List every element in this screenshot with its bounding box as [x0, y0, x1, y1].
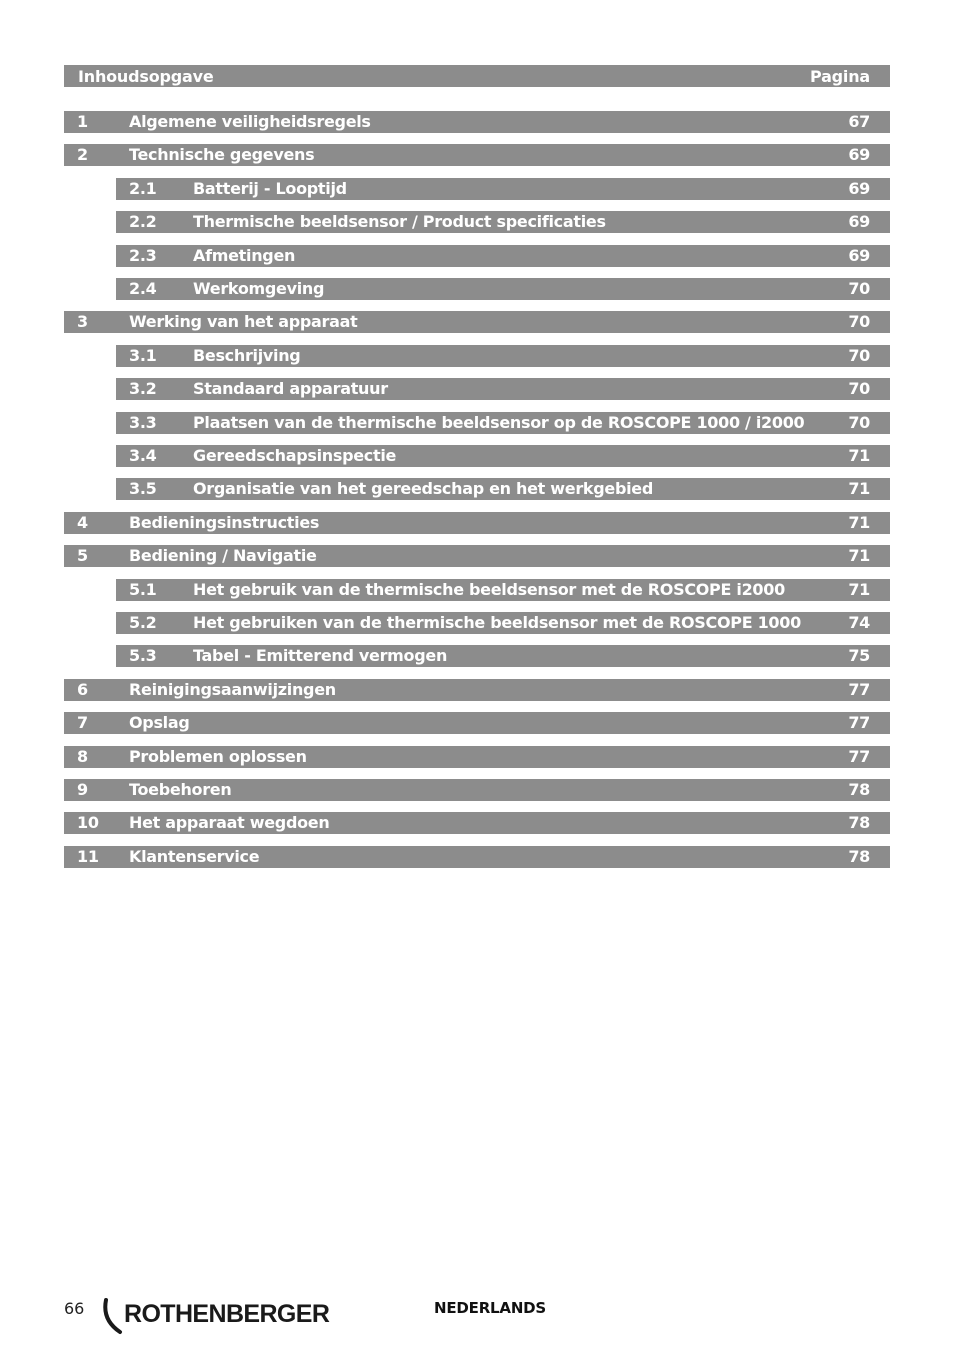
toc-entry-number: 7 [77, 713, 88, 732]
toc-entry[interactable] [116, 278, 890, 300]
toc-entry[interactable] [116, 579, 890, 601]
toc-entry-page: 75 [848, 646, 870, 665]
toc-header-page-label: Pagina [809, 66, 870, 86]
toc-entry[interactable] [64, 512, 890, 534]
toc-entry[interactable] [64, 144, 890, 166]
toc-entry-title: Beschrijving [193, 346, 301, 365]
toc-entry-title: Organisatie van het gereedschap en het werkgebied [193, 479, 653, 498]
toc-entry[interactable] [116, 645, 890, 667]
toc-entry[interactable] [64, 779, 890, 801]
toc-entry-number: 3.5 [129, 479, 157, 498]
toc-entry-page: 70 [848, 312, 870, 331]
toc-entry-page: 69 [848, 179, 870, 198]
toc-entry-number: 2.2 [129, 212, 157, 231]
toc-entry-title: Batterij - Looptijd [193, 179, 347, 198]
toc-entry[interactable] [116, 412, 890, 434]
toc-entry-number: 4 [77, 513, 88, 532]
toc-entry[interactable] [64, 746, 890, 768]
toc-entry[interactable] [64, 846, 890, 868]
toc-entry-number: 6 [77, 680, 88, 699]
footer-page-number: 66 [64, 1299, 85, 1318]
toc-entry-number: 3.3 [129, 413, 157, 432]
toc-entry[interactable] [116, 245, 890, 267]
toc-entry-number: 5.1 [129, 580, 157, 599]
toc-entry-number: 2.1 [129, 179, 157, 198]
toc-entry-page: 77 [848, 680, 870, 699]
toc-entry-title: Bediening / Navigatie [129, 546, 317, 565]
toc-entry[interactable] [116, 378, 890, 400]
toc-entry-page: 77 [848, 747, 870, 766]
toc-entry-title: Technische gegevens [129, 145, 315, 164]
toc-entry-number: 2.4 [129, 279, 157, 298]
toc-entry-number: 3 [77, 312, 88, 331]
toc-entry-title: Het gebruiken van de thermische beeldsensor met de ROSCOPE 1000 [193, 613, 801, 632]
toc-entry-page: 71 [848, 479, 870, 498]
toc-entry-title: Algemene veiligheidsregels [129, 112, 371, 131]
toc-entry-number: 5.2 [129, 613, 157, 632]
toc-entry-number: 1 [77, 112, 88, 131]
footer-language: NEDERLANDS [434, 1299, 547, 1317]
toc-entry[interactable] [64, 545, 890, 567]
toc-entry-title: Reinigingsaanwijzingen [129, 680, 336, 699]
toc-entry[interactable] [64, 812, 890, 834]
toc-entry-title: Opslag [129, 713, 190, 732]
toc-entry-page: 78 [848, 813, 870, 832]
toc-entry-number: 10 [77, 813, 99, 832]
toc-header [64, 65, 890, 87]
toc-entry-number: 2.3 [129, 246, 157, 265]
toc-entry-title: Gereedschapsinspectie [193, 446, 397, 465]
toc-entry-title: Klantenservice [129, 847, 260, 866]
toc-entry-title: Plaatsen van de thermische beeldsensor op de ROSCOPE 1000 / i2000 [193, 413, 805, 432]
toc-entry-page: 70 [848, 346, 870, 365]
toc-entry[interactable] [116, 478, 890, 500]
toc-entry-title: Tabel - Emitterend vermogen [193, 646, 448, 665]
toc-entry[interactable] [116, 445, 890, 467]
toc-entry-title: Afmetingen [193, 246, 296, 265]
toc-entry-page: 69 [848, 212, 870, 231]
toc-entry-page: 71 [848, 513, 870, 532]
toc-entry-page: 78 [848, 847, 870, 866]
toc-entry-page: 69 [848, 246, 870, 265]
toc-entry-page: 71 [848, 580, 870, 599]
logo-wordmark: ROTHENBERGER [124, 1300, 330, 1328]
toc-entry-page: 70 [848, 279, 870, 298]
toc-entry-page: 70 [848, 379, 870, 398]
toc-entry[interactable] [64, 111, 890, 133]
toc-entry[interactable] [116, 612, 890, 634]
toc-entry-number: 2 [77, 145, 88, 164]
toc-entry[interactable] [64, 679, 890, 701]
toc-entry[interactable] [64, 311, 890, 333]
toc-entry-title: Werkomgeving [193, 279, 325, 298]
toc-entry-number: 11 [77, 847, 99, 866]
toc-entry-number: 8 [77, 747, 88, 766]
toc-entry-page: 71 [848, 446, 870, 465]
toc-entry-page: 77 [848, 713, 870, 732]
toc-entry[interactable] [116, 345, 890, 367]
toc-entry-page: 69 [848, 145, 870, 164]
toc-entry-title: Problemen oplossen [129, 747, 307, 766]
toc-entry-page: 67 [848, 112, 870, 131]
toc-entry[interactable] [64, 712, 890, 734]
toc-entry-title: Toebehoren [129, 780, 232, 799]
toc-entry-page: 71 [848, 546, 870, 565]
toc-entry-page: 70 [848, 413, 870, 432]
toc-entry-title: Standaard apparatuur [193, 379, 388, 398]
toc-entry[interactable] [116, 178, 890, 200]
toc-entry-title: Werking van het apparaat [129, 312, 358, 331]
toc-entry[interactable] [116, 211, 890, 233]
toc-header-title: Inhoudsopgave [78, 66, 214, 86]
toc-entry-title: Bedieningsinstructies [129, 513, 320, 532]
toc-entry-number: 3.2 [129, 379, 157, 398]
toc-entry-number: 3.4 [129, 446, 157, 465]
toc-entry-number: 3.1 [129, 346, 157, 365]
toc-entry-page: 74 [848, 613, 870, 632]
toc-entry-title: Het apparaat wegdoen [129, 813, 330, 832]
toc-entry-number: 5 [77, 546, 88, 565]
toc-entry-number: 5.3 [129, 646, 157, 665]
toc-entry-title: Het gebruik van de thermische beeldsensor met de ROSCOPE i2000 [193, 580, 785, 599]
toc-entry-page: 78 [848, 780, 870, 799]
rothenberger-logo [100, 1294, 350, 1338]
toc-entry-number: 9 [77, 780, 88, 799]
toc-entry-title: Thermische beeldsensor / Product specificaties [193, 212, 606, 231]
